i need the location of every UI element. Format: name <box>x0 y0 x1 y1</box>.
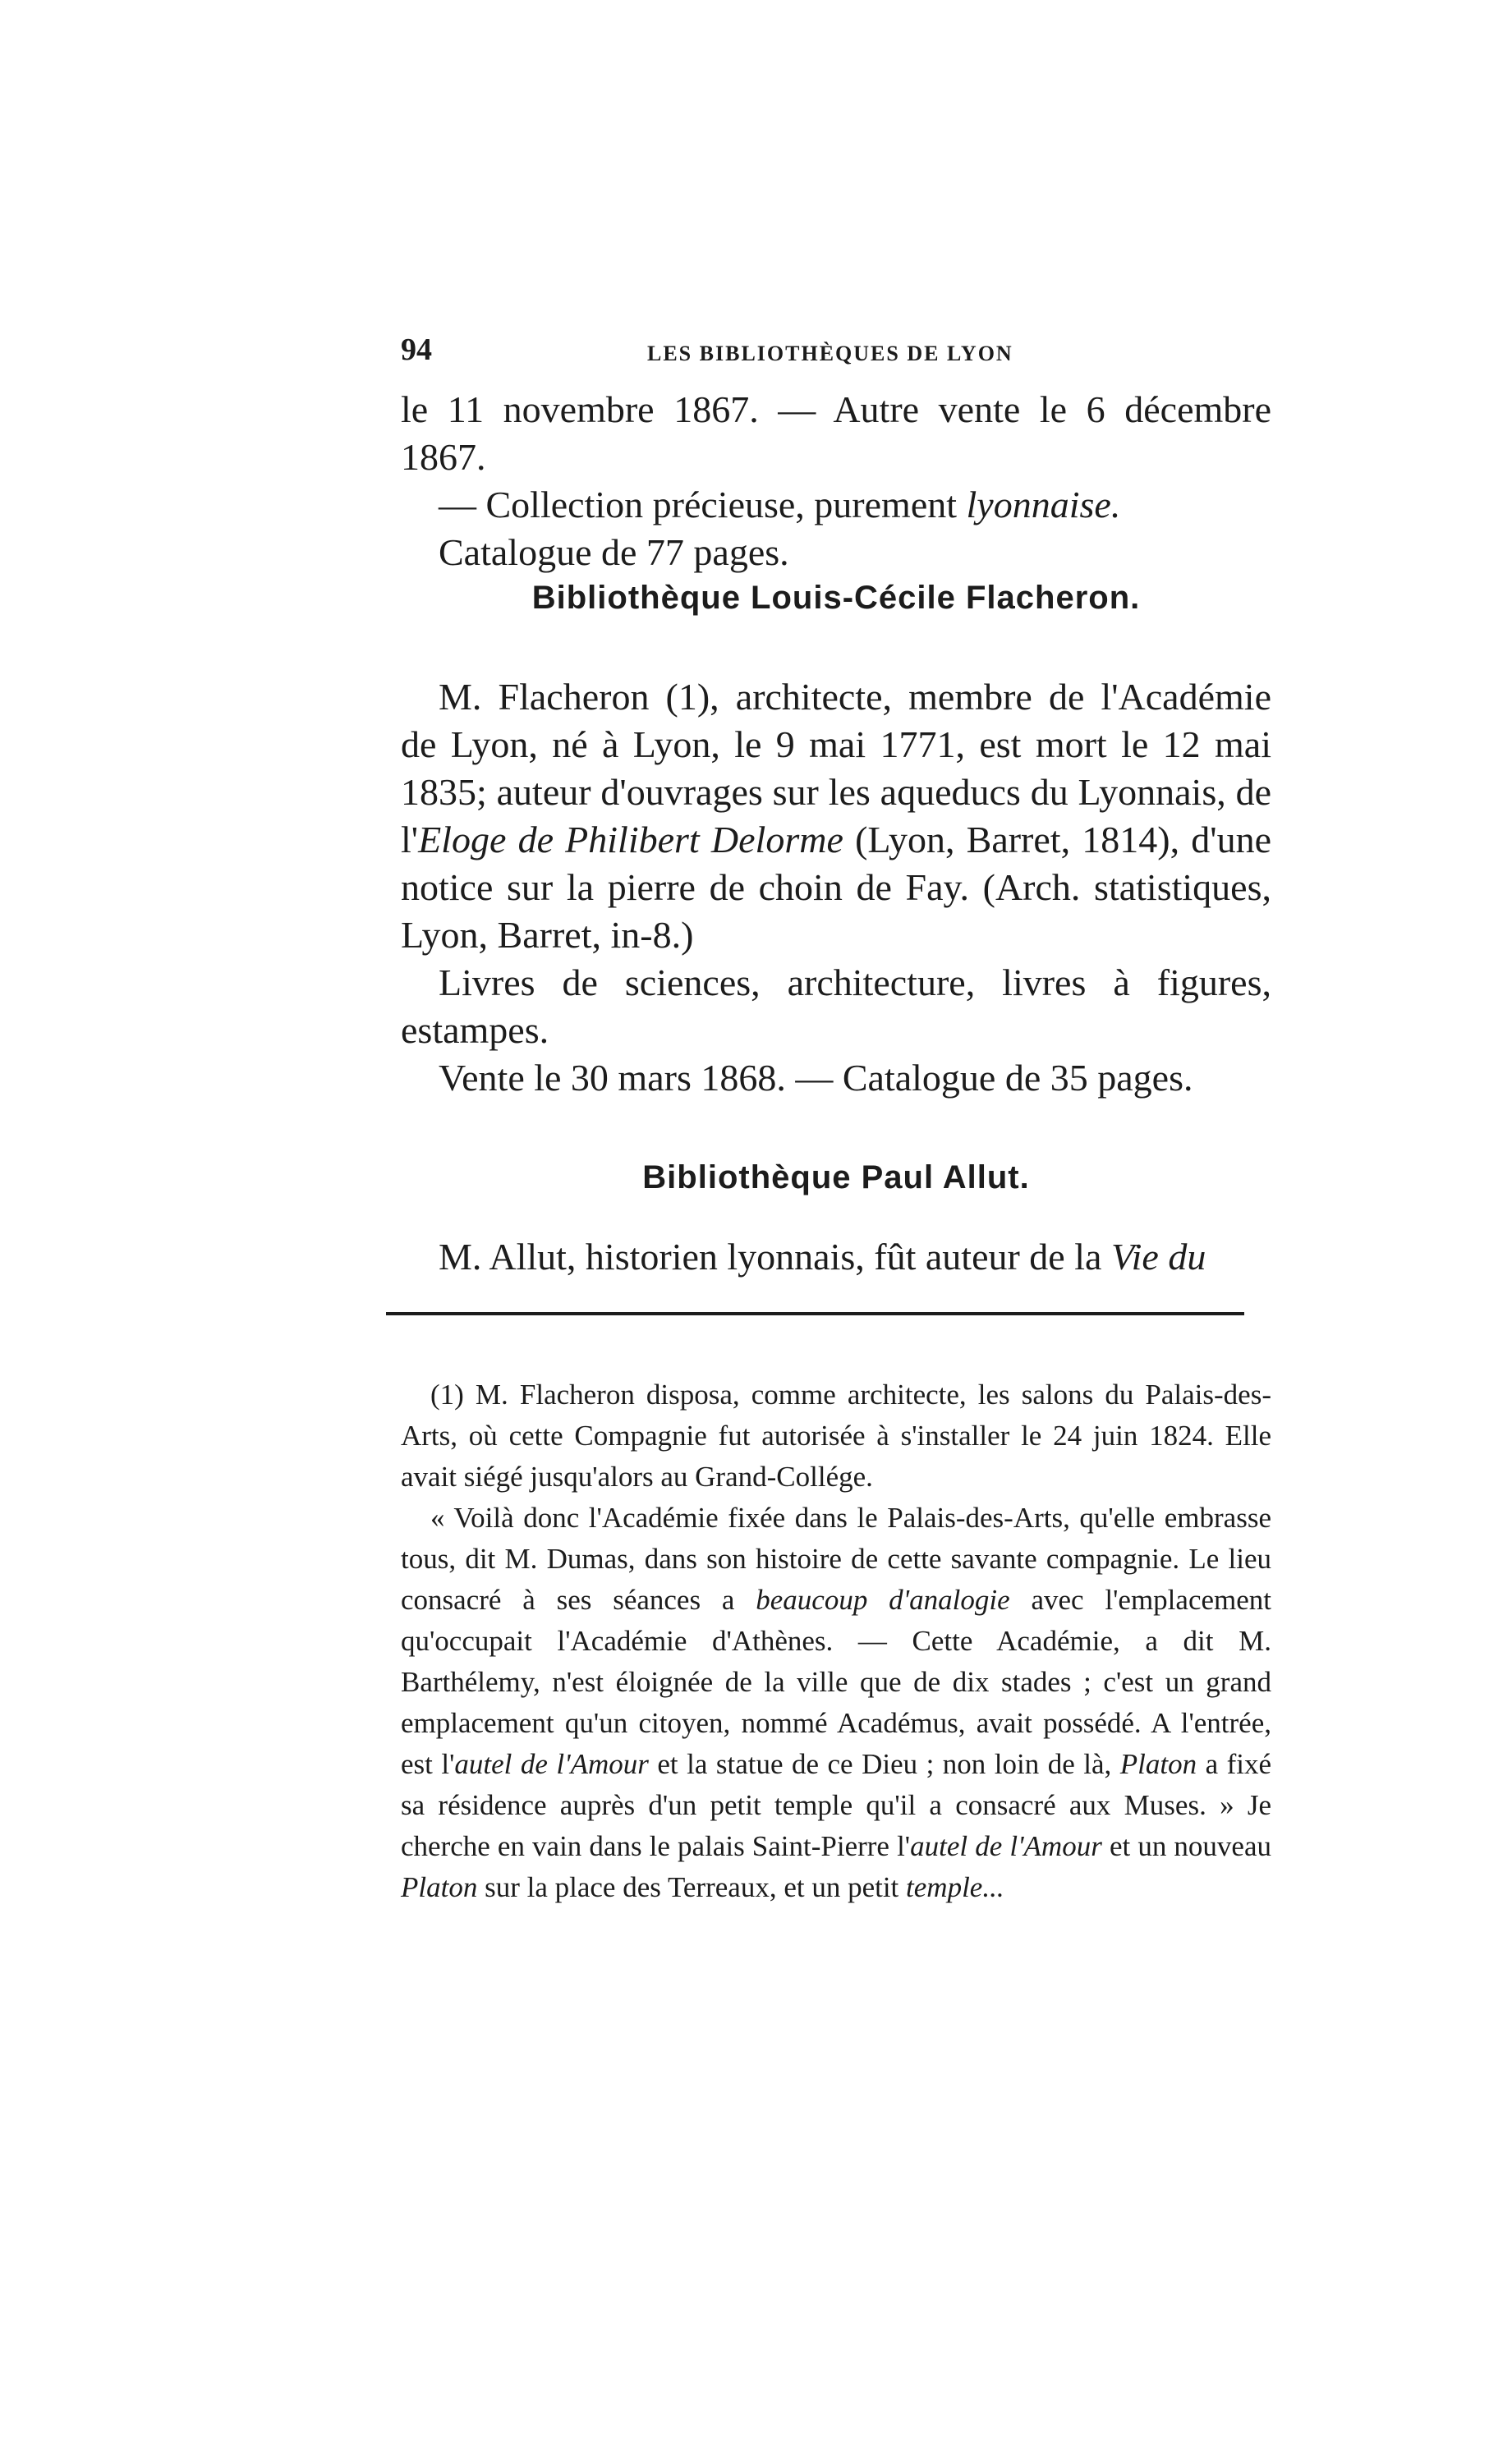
fn-p2-italic-2: autel de l'Amour <box>454 1748 649 1780</box>
running-head: LES BIBLIOTHÈQUES DE LYON <box>647 342 1013 365</box>
page-number: 94 <box>401 333 432 367</box>
footnote-1-paragraph-1: (1) M. Flacheron disposa, comme architecte, les salons du Palais-des-Arts, où cette Compagnie fut autorisée à s'installer le 24 juin 1824. Elle avait siégé jusqu'alors au Grand-Collége. <box>401 1379 1271 1493</box>
fn-p2-italic-4: autel de l'Amour <box>910 1830 1102 1862</box>
fn-p2-italic-6: temple... <box>906 1871 1004 1903</box>
fn-p2-italic-3: Platon <box>1119 1748 1197 1780</box>
fn-p2-text-a: « Voilà donc l'Académie fixée dans le Palais-des-Arts, qu'elle embrasse tous, dit M. Dumas, dans son histoire de cette savante compagnie. Le lieu consacré à ses séances a <box>401 1502 1271 1616</box>
flacheron-p1-text-a: M. Flacheron (1), architecte, membre de l'Académie de Lyon, né à Lyon, le 9 mai 1771, est mort le 12 mai 1835; auteur d'ouvrages sur les aqueducs du Lyonnais, de l' <box>401 676 1271 860</box>
page-header <box>401 332 1271 381</box>
flacheron-p1-text-b: (Lyon, Barret, 1814), d'une notice sur la pierre de choin de Fay. (Arch. statistiques, Lyon, Barret, in-8.) <box>401 819 1271 956</box>
allut-paragraph-1 <box>401 1233 1271 1281</box>
footnote-rule <box>386 1312 1244 1315</box>
section-flacheron-body <box>401 673 1271 1102</box>
section-heading-allut: Bibliothèque Paul Allut. <box>642 1159 1030 1195</box>
intro-line-1: le 11 novembre 1867. — Autre vente le 6 décembre 1867. <box>401 388 1271 478</box>
footnotes <box>401 1374 1271 1908</box>
allut-p1-text: M. Allut, historien lyonnais, fût auteur de la <box>439 1236 1111 1278</box>
flacheron-paragraph-1 <box>401 673 1271 959</box>
section-allut-body <box>401 1233 1271 1281</box>
section-heading-flacheron: Bibliothèque Louis-Cécile Flacheron. <box>531 580 1141 616</box>
footnote-1-paragraph-2 <box>401 1498 1271 1908</box>
fn-p2-text-b: avec l'emplacement qu'occupait l'Académie d'Athènes. — Cette Académie, a dit M. Barthélemy, n'est éloignée de la ville que de dix stades ; c'est un grand emplacement qu'un citoyen, nommé Académus, avait possédé. A l'entrée, est l' <box>401 1584 1271 1780</box>
intro-line-2-italic: lyonnaise. <box>966 484 1121 525</box>
fn-p2-italic-5: Platon <box>401 1871 478 1903</box>
fn-p2-italic-1: beaucoup d'analogie <box>756 1584 1010 1616</box>
flacheron-paragraph-2: Livres de sciences, architecture, livres à figures, estampes. <box>401 961 1271 1051</box>
intro-line-2-text: — Collection précieuse, purement <box>439 484 967 525</box>
flacheron-paragraph-3: Vente le 30 mars 1868. — Catalogue de 35 pages. <box>439 1057 1193 1099</box>
fn-p2-text-e: et un nouveau <box>1101 1830 1271 1862</box>
intro-line-2 <box>401 481 1271 529</box>
intro-text <box>401 386 1271 576</box>
fn-p2-text-f: sur la place des Terreaux, et un petit <box>477 1871 907 1903</box>
flacheron-p1-italic: Eloge de Philibert Delorme <box>418 819 843 860</box>
fn-p2-text-d: a fixé sa résidence auprès d'un petit temple qu'il a consacré aux Muses. » Je cherche en vain dans le palais Saint-Pierre l' <box>401 1748 1271 1862</box>
fn-p2-text-c: et la statue de ce Dieu ; non loin de là, <box>648 1748 1120 1780</box>
allut-p1-italic: Vie du <box>1110 1236 1206 1278</box>
intro-line-3: Catalogue de 77 pages. <box>439 531 789 573</box>
